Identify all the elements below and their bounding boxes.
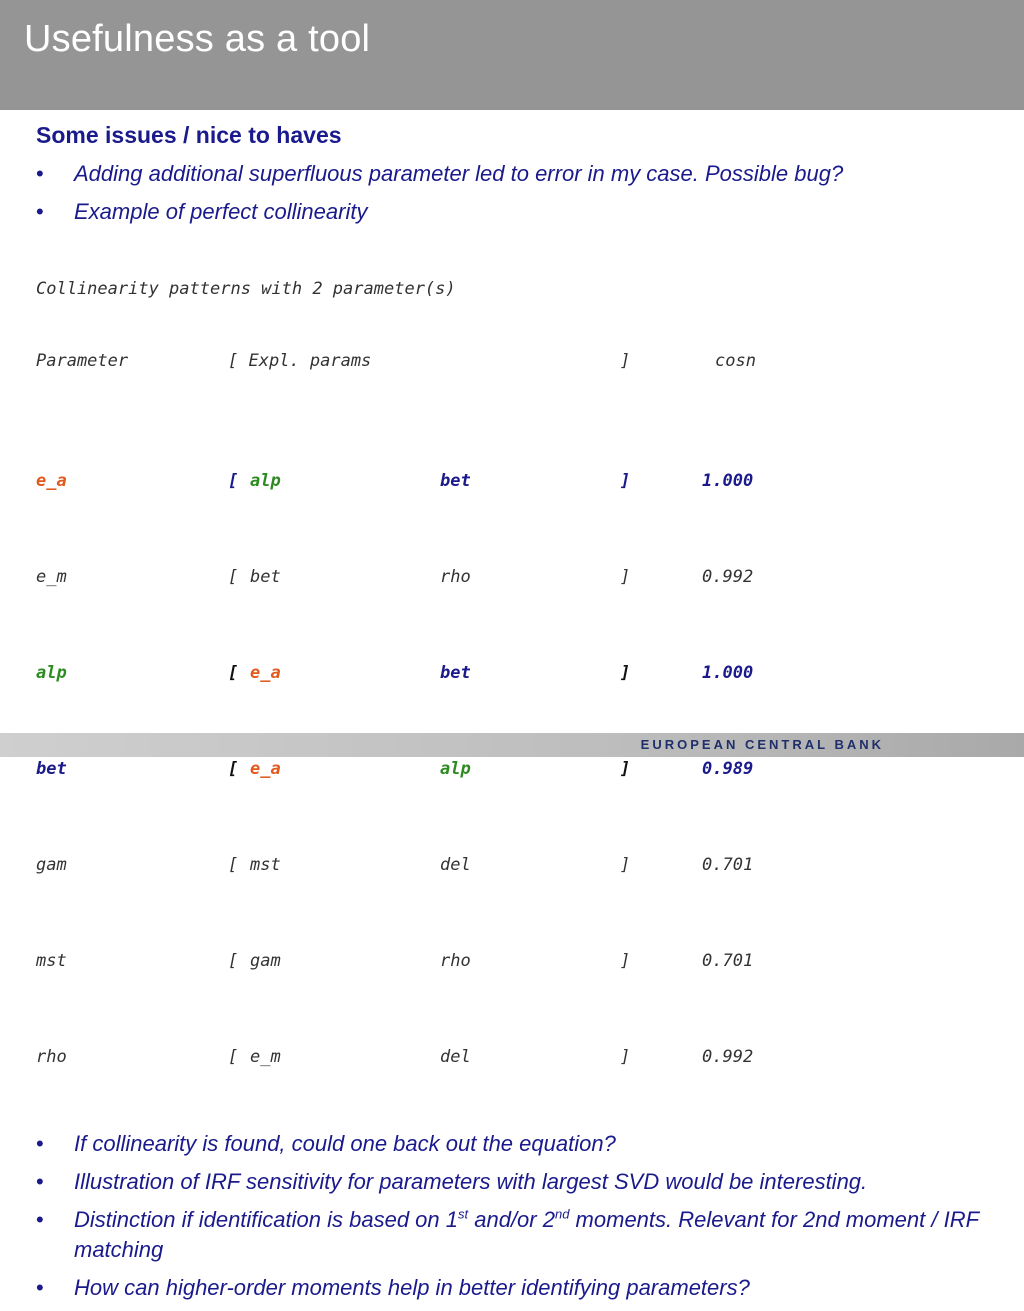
row-cosn: 1.000 [702, 471, 754, 491]
caption-text: Collinearity patterns with 2 parameter(s) [36, 279, 456, 299]
row-cosn: 0.701 [702, 855, 754, 875]
row-open-bracket: [ [228, 759, 239, 779]
row-close-bracket: ] [620, 951, 631, 971]
row-cosn: 0.992 [702, 567, 754, 587]
table-row [36, 853, 996, 877]
row-param-2: del [440, 1047, 471, 1067]
slide-title: Usefulness as a tool [24, 18, 371, 60]
row-param-1: e_m [250, 1047, 281, 1067]
bullet-icon: • [36, 161, 44, 186]
row-param-2: rho [440, 951, 471, 971]
row-param-1: bet [250, 567, 281, 587]
brand-logo-text: EUROPEAN CENTRAL BANK [640, 737, 884, 752]
row-param-1: e_a [250, 663, 281, 683]
superscript: st [458, 1206, 469, 1222]
row-param-2: bet [440, 471, 471, 491]
row-param-1: gam [250, 951, 281, 971]
bullet-icon: • [36, 1131, 44, 1156]
row-close-bracket: ] [620, 471, 631, 491]
table-row [36, 1045, 996, 1069]
row-param-2: alp [440, 759, 471, 779]
row-param-1: e_a [250, 759, 281, 779]
table-row [36, 469, 996, 493]
bullet-text-part: moments. Relevant for 2nd moment / IRF matching [74, 1207, 979, 1262]
row-open-bracket: [ [228, 663, 239, 683]
bullet-text-part: Distinction if identification is based on 1 [74, 1207, 458, 1232]
row-param-2: rho [440, 567, 471, 587]
table-row [36, 949, 996, 973]
header-parameter: Parameter [36, 351, 129, 371]
row-cosn: 1.000 [702, 663, 754, 683]
bullet-text: Illustration of IRF sensitivity for parameters with largest SVD would be interesting. [74, 1169, 868, 1194]
row-open-bracket: [ [228, 1047, 239, 1067]
row-parameter: rho [36, 1047, 67, 1067]
collinearity-caption [36, 277, 996, 301]
row-close-bracket: ] [620, 663, 631, 683]
subheading: Some issues / nice to haves [36, 122, 342, 148]
row-param-2: bet [440, 663, 471, 683]
bullet-text: Example of perfect collinearity [74, 199, 368, 224]
row-param-1: alp [250, 471, 281, 491]
bullet-text-part: and/or 2 [468, 1207, 555, 1232]
collinearity-header-row [36, 349, 996, 373]
row-parameter: mst [36, 951, 67, 971]
table-row [36, 757, 996, 781]
bullet-item [36, 1129, 996, 1159]
slide-content [36, 118, 996, 1311]
superscript: nd [554, 1206, 570, 1222]
row-parameter: e_a [36, 471, 67, 491]
row-close-bracket: ] [620, 1047, 631, 1067]
row-parameter: bet [36, 759, 67, 779]
table-row [36, 661, 996, 685]
row-close-bracket: ] [620, 855, 631, 875]
row-open-bracket: [ [228, 567, 239, 587]
bullet-text [74, 1207, 979, 1262]
row-open-bracket: [ [228, 471, 239, 491]
row-parameter: e_m [36, 567, 67, 587]
row-open-bracket: [ [228, 855, 239, 875]
row-open-bracket: [ [228, 951, 239, 971]
header-expl-params: [ Expl. params [228, 351, 372, 371]
bullet-item [36, 1273, 996, 1303]
header-cosn: cosn [715, 351, 756, 371]
row-cosn: 0.992 [702, 1047, 754, 1067]
row-cosn: 0.701 [702, 951, 754, 971]
bullet-icon: • [36, 1169, 44, 1194]
bullet-icon: • [36, 1275, 44, 1300]
bullet-icon: • [36, 1207, 44, 1232]
bullet-text: If collinearity is found, could one back out the equation? [74, 1131, 616, 1156]
bullet-item [36, 1167, 996, 1197]
row-cosn: 0.989 [702, 759, 754, 779]
row-close-bracket: ] [620, 759, 631, 779]
row-close-bracket: ] [620, 567, 631, 587]
table-row [36, 565, 996, 589]
header-close-bracket: ] [620, 351, 631, 371]
collinearity-table [36, 229, 996, 1117]
bullet-text: Adding additional superfluous parameter led to error in my case. Possible bug? [74, 161, 844, 186]
row-param-1: mst [250, 855, 281, 875]
row-parameter: gam [36, 855, 67, 875]
bullet-item [36, 1205, 996, 1265]
bullet-text: How can higher-order moments help in better identifying parameters? [74, 1275, 750, 1300]
row-parameter: alp [36, 663, 67, 683]
slide-header [0, 0, 1024, 110]
row-param-2: del [440, 855, 471, 875]
bullet-icon: • [36, 199, 44, 224]
bullet-item [36, 159, 996, 189]
bullet-item [36, 197, 996, 227]
footer-bar [0, 733, 1024, 757]
